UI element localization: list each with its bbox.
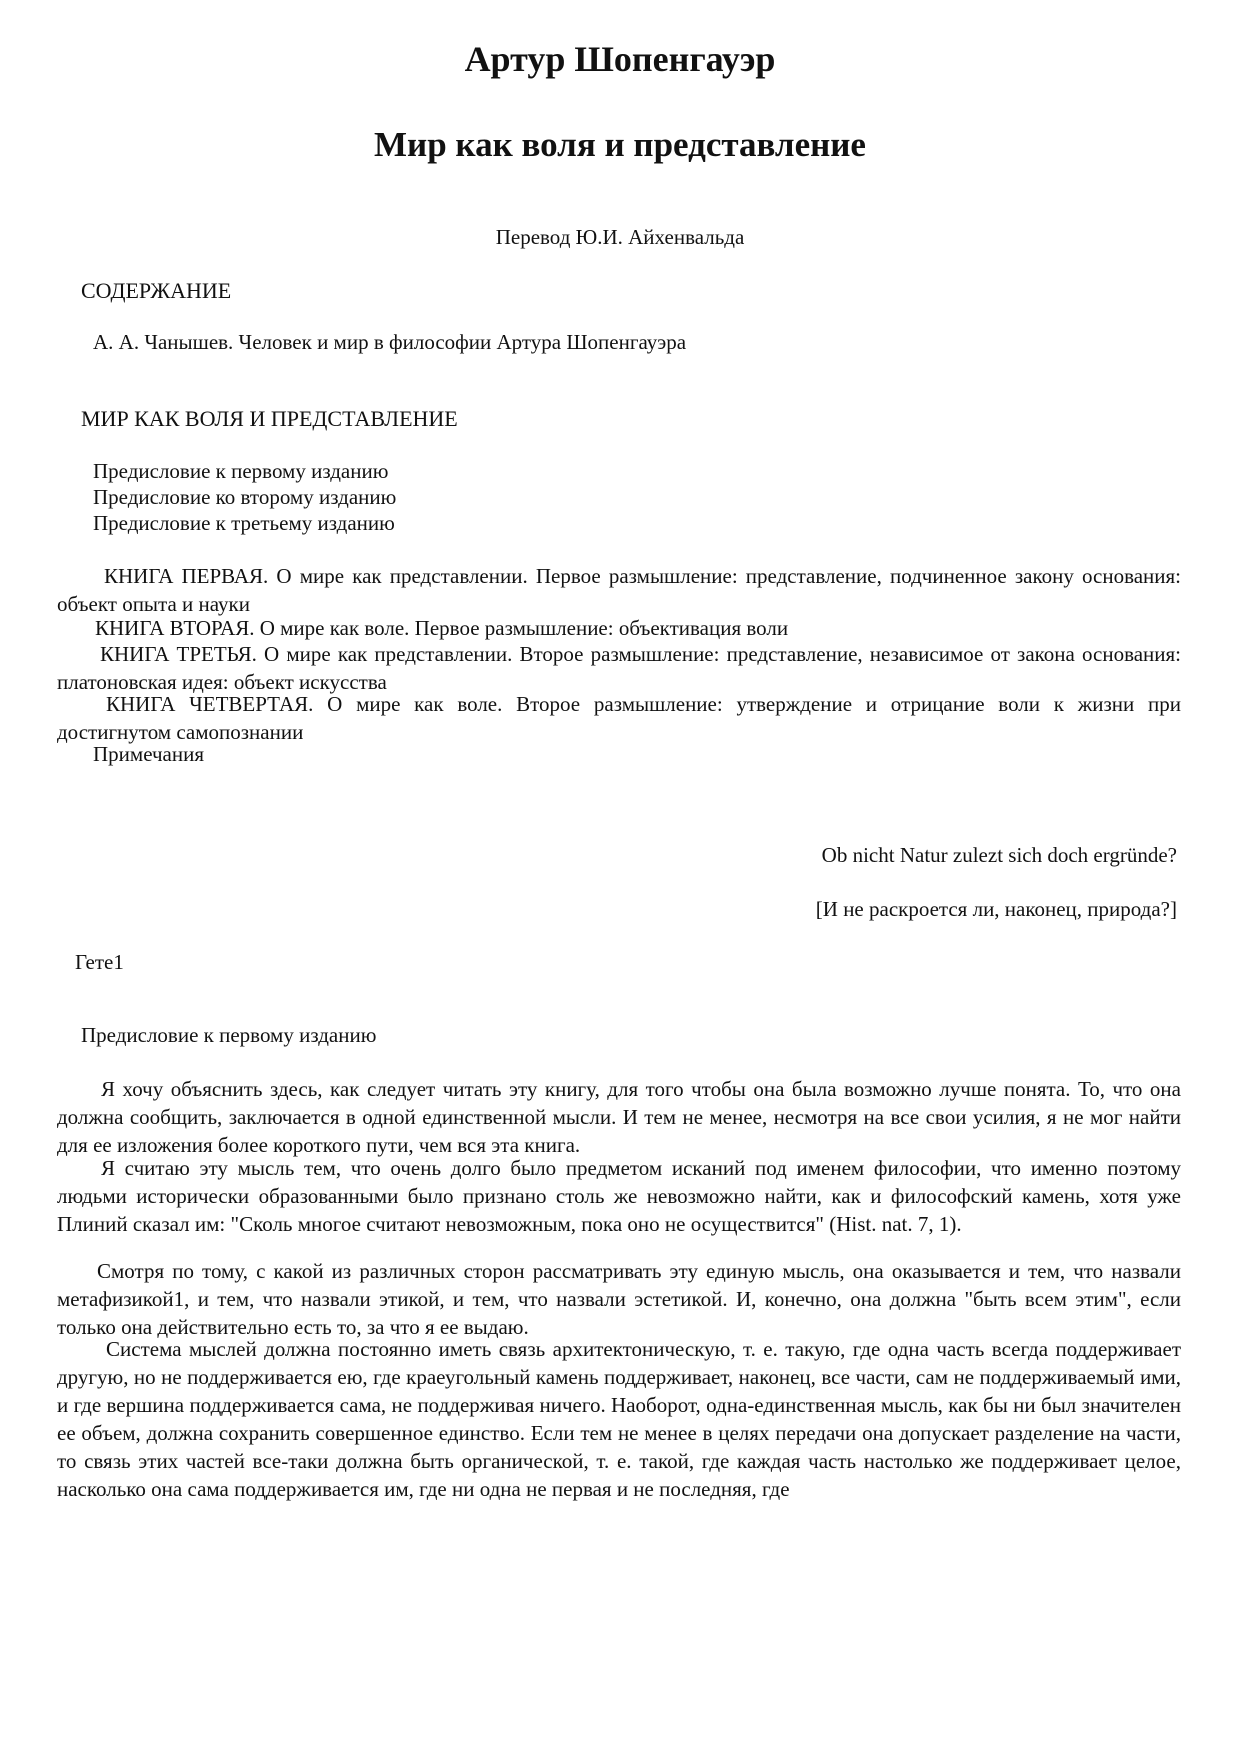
toc-item-preface-3: Предисловие к третьему изданию — [93, 511, 395, 535]
toc-item-book-1: КНИГА ПЕРВАЯ. О мире как представлении. Первое размышление: представление, подчиненное закону основания: объект опыта и науки — [57, 564, 1181, 616]
toc-item-book-4: КНИГА ЧЕТВЕРТАЯ. О мире как воле. Второе размышление: утверждение и отрицание воли к жизни при достигнутом самопознании — [57, 692, 1181, 744]
preface-heading: Предисловие к первому изданию — [81, 1023, 377, 1047]
epigraph-russian: [И не раскроется ли, наконец, природа?] — [815, 897, 1177, 921]
author-name: Артур Шопенгауэр — [464, 39, 776, 79]
preface-paragraph: Смотря по тому, с какой из различных сторон рассматривать эту единую мысль, она оказывается и тем, что назвали метафизикой1, и тем, что назвали этикой, и тем, что назвали эстетикой. И, конечно, она должна "быть всем этим", если только она действительно есть то, за что я ее выдаю. — [57, 1259, 1181, 1339]
epigraph-german: Ob nicht Natur zulezt sich doch ergründe? — [821, 843, 1177, 867]
toc-item-intro-essay: А. А. Чанышев. Человек и мир в философии Артура Шопенгауэра — [93, 330, 687, 354]
book-title: Мир как воля и представление — [374, 125, 866, 164]
toc-item-preface-1: Предисловие к первому изданию — [93, 459, 389, 483]
preface-paragraph: Система мыслей должна постоянно иметь связь архитектоническую, т. е. такую, где одна часть всегда поддерживает другую, но не поддерживается ею, где краеугольный камень поддерживает, наконец, все части, сам не поддерживаемый ими, и где вершина поддерживается сама, не поддерживая ничего. Наоборот, одна-единственная мысль, как бы ни был значителен ее объем, должна сохранить совершенное единство. Если тем не менее в целях передачи она допускает разделение на части, то связь этих частей все-таки должна быть органической, т. е. такой, где каждая часть настолько же поддерживает целое, насколько она сама поддерживается им, где ни одна не первая и не последняя, где — [57, 1337, 1181, 1501]
translator-credit: Перевод Ю.И. Айхенвальда — [495, 225, 745, 249]
toc-item-book-3: КНИГА ТРЕТЬЯ. О мире как представлении. Второе размышление: представление, независимое от закона основания: платоновская идея: объект искусства — [57, 642, 1181, 694]
toc-main-heading: МИР КАК ВОЛЯ И ПРЕДСТАВЛЕНИЕ — [81, 406, 458, 431]
toc-item-book-2: КНИГА ВТОРАЯ. О мире как воле. Первое размышление: объективация воли — [95, 616, 789, 640]
toc-item-preface-2: Предисловие ко второму изданию — [93, 485, 397, 509]
contents-heading: СОДЕРЖАНИЕ — [81, 278, 232, 303]
toc-item-notes: Примечания — [93, 742, 205, 766]
preface-paragraph: Я хочу объяснить здесь, как следует читать эту книгу, для того чтобы она была возможно лучше понята. То, что она должна сообщить, заключается в одной единственной мысли. И тем не менее, несмотря на все свои усилия, я не мог найти для ее изложения более короткого пути, чем вся эта книга. — [57, 1077, 1181, 1157]
epigraph-author: Гете1 — [75, 950, 124, 974]
preface-paragraph: Я считаю эту мысль тем, что очень долго было предметом исканий под именем философии, что именно поэтому людьми исторически образованными было признано столь же невозможно найти, как и философский камень, хотя уже Плиний сказал им: "Сколь многое считают невозможным, пока оно не осуществится" (Hist. nat. 7, 1). — [57, 1156, 1181, 1236]
